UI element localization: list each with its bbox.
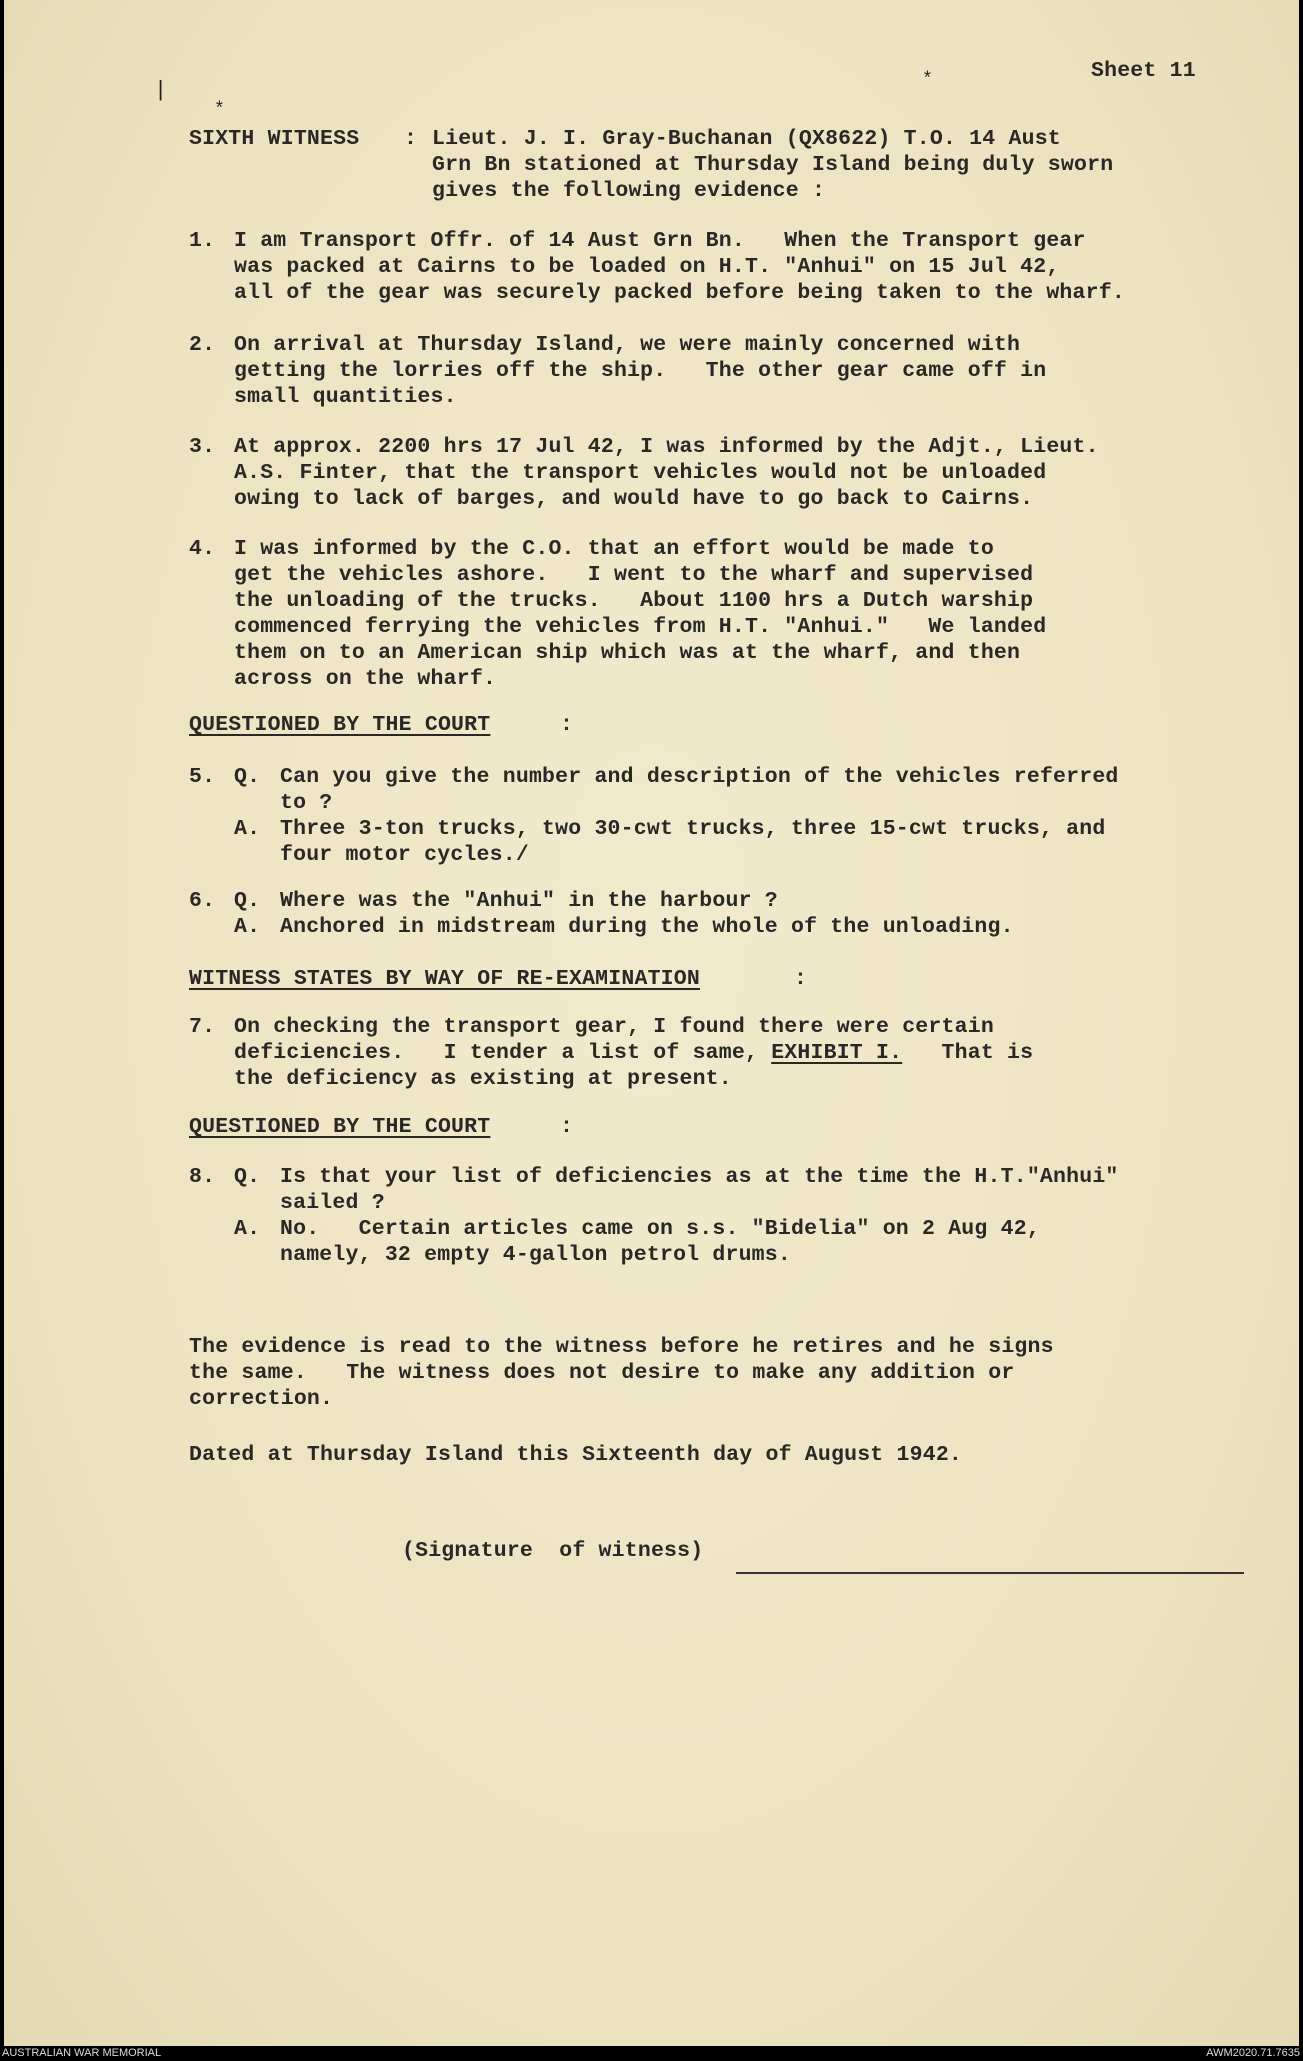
paragraph-number: 1. bbox=[189, 229, 216, 253]
question-line: Can you give the number and description of the vehicles referred bbox=[280, 765, 1119, 789]
paragraph-line: all of the gear was securely packed before being taken to the wharf. bbox=[234, 281, 1125, 305]
sheet-number: Sheet 11 bbox=[1091, 59, 1196, 83]
question-number: 5. bbox=[189, 765, 216, 789]
question-marker: Q. bbox=[234, 765, 261, 789]
paragraph-line: A.S. Finter, that the transport vehicles would not be unloaded bbox=[234, 461, 1047, 485]
question-number: 6. bbox=[189, 889, 216, 913]
question-line: to ? bbox=[280, 791, 333, 815]
paragraph-line: the deficiency as existing at present. bbox=[234, 1067, 732, 1091]
dated-line: Dated at Thursday Island this Sixteenth day of August 1942. bbox=[189, 1443, 963, 1467]
section-heading-colon: : bbox=[560, 1115, 574, 1139]
paragraph-line: On checking the transport gear, I found there were certain bbox=[234, 1015, 994, 1039]
answer-line: Anchored in midstream during the whole of the unloading. bbox=[280, 915, 1014, 939]
witness-label: SIXTH WITNESS bbox=[189, 127, 360, 151]
footer-institution: AUSTRALIAN WAR MEMORIAL bbox=[2, 2047, 162, 2059]
paragraph-line: them on to an American ship which was at the wharf, and then bbox=[234, 641, 1021, 665]
signature-label: (Signature of witness) bbox=[402, 1539, 704, 1563]
paragraph-line: On arrival at Thursday Island, we were mainly concerned with bbox=[234, 333, 1021, 357]
question-line: Where was the "Anhui" in the harbour ? bbox=[280, 889, 778, 913]
answer-line: namely, 32 empty 4-gallon petrol drums. bbox=[280, 1243, 791, 1267]
closing-line: The evidence is read to the witness before he retires and he signs bbox=[189, 1335, 1054, 1359]
paragraph-line: was packed at Cairns to be loaded on H.T. "Anhui" on 15 Jul 42, bbox=[234, 255, 1060, 279]
witness-colon: : bbox=[404, 127, 418, 151]
section-heading-colon: : bbox=[794, 967, 808, 991]
paragraph-number: 4. bbox=[189, 537, 216, 561]
archive-footer bbox=[0, 2046, 1303, 2061]
closing-line: correction. bbox=[189, 1387, 334, 1411]
paragraph-line: owing to lack of barges, and would have to go back to Cairns. bbox=[234, 487, 1034, 511]
margin-mark: * bbox=[214, 100, 225, 120]
section-heading-colon: : bbox=[560, 713, 574, 737]
witness-line: Grn Bn stationed at Thursday Island being duly sworn bbox=[432, 153, 1114, 177]
witness-line: Lieut. J. I. Gray-Buchanan (QX8622) T.O. 14 Aust bbox=[432, 127, 1061, 151]
footer-reference: AWM2020.71.7635 bbox=[1206, 2047, 1300, 2059]
paragraph-number: 3. bbox=[189, 435, 216, 459]
paragraph-line: I was informed by the C.O. that an effort would be made to bbox=[234, 537, 994, 561]
question-marker: Q. bbox=[234, 1165, 261, 1189]
section-heading: WITNESS STATES BY WAY OF RE-EXAMINATION bbox=[189, 967, 700, 991]
paragraph-line: the unloading of the trucks. About 1100 hrs a Dutch warship bbox=[234, 589, 1034, 613]
question-number: 8. bbox=[189, 1165, 216, 1189]
paragraph-line: At approx. 2200 hrs 17 Jul 42, I was informed by the Adjt., Lieut. bbox=[234, 435, 1099, 459]
margin-mark: * bbox=[922, 70, 933, 90]
section-heading: QUESTIONED BY THE COURT bbox=[189, 713, 491, 737]
answer-line: Three 3-ton trucks, two 30-cwt trucks, three 15-cwt trucks, and bbox=[280, 817, 1106, 841]
answer-marker: A. bbox=[234, 915, 261, 939]
closing-line: the same. The witness does not desire to make any addition or bbox=[189, 1361, 1015, 1385]
paragraph-line: across on the wharf. bbox=[234, 667, 497, 691]
signature-line bbox=[736, 1572, 1244, 1574]
margin-mark: | bbox=[154, 78, 168, 103]
paragraph-number: 2. bbox=[189, 333, 216, 357]
section-heading: QUESTIONED BY THE COURT bbox=[189, 1115, 491, 1139]
paragraph-line: I am Transport Offr. of 14 Aust Grn Bn. When the Transport gear bbox=[234, 229, 1086, 253]
document-page bbox=[4, 0, 1299, 2046]
answer-marker: A. bbox=[234, 1217, 261, 1241]
paragraph-line bbox=[234, 1040, 1033, 1066]
witness-line: gives the following evidence : bbox=[432, 179, 826, 203]
answer-line: No. Certain articles came on s.s. "Bidelia" on 2 Aug 42, bbox=[280, 1217, 1040, 1241]
paragraph-line: commenced ferrying the vehicles from H.T. "Anhui." We landed bbox=[234, 615, 1047, 639]
paragraph-text: That is bbox=[902, 1041, 1034, 1065]
paragraph-line: get the vehicles ashore. I went to the wharf and supervised bbox=[234, 563, 1034, 587]
question-line: Is that your list of deficiencies as at the time the H.T."Anhui" bbox=[280, 1165, 1119, 1189]
answer-marker: A. bbox=[234, 817, 261, 841]
question-marker: Q. bbox=[234, 889, 261, 913]
paragraph-text: deficiencies. I tender a list of same, bbox=[234, 1041, 772, 1065]
question-line: sailed ? bbox=[280, 1191, 385, 1215]
paragraph-line: getting the lorries off the ship. The other gear came off in bbox=[234, 359, 1047, 383]
paragraph-line: small quantities. bbox=[234, 385, 457, 409]
exhibit-reference: EXHIBIT I. bbox=[771, 1041, 903, 1065]
paragraph-number: 7. bbox=[189, 1015, 216, 1039]
answer-line: four motor cycles./ bbox=[280, 843, 529, 867]
